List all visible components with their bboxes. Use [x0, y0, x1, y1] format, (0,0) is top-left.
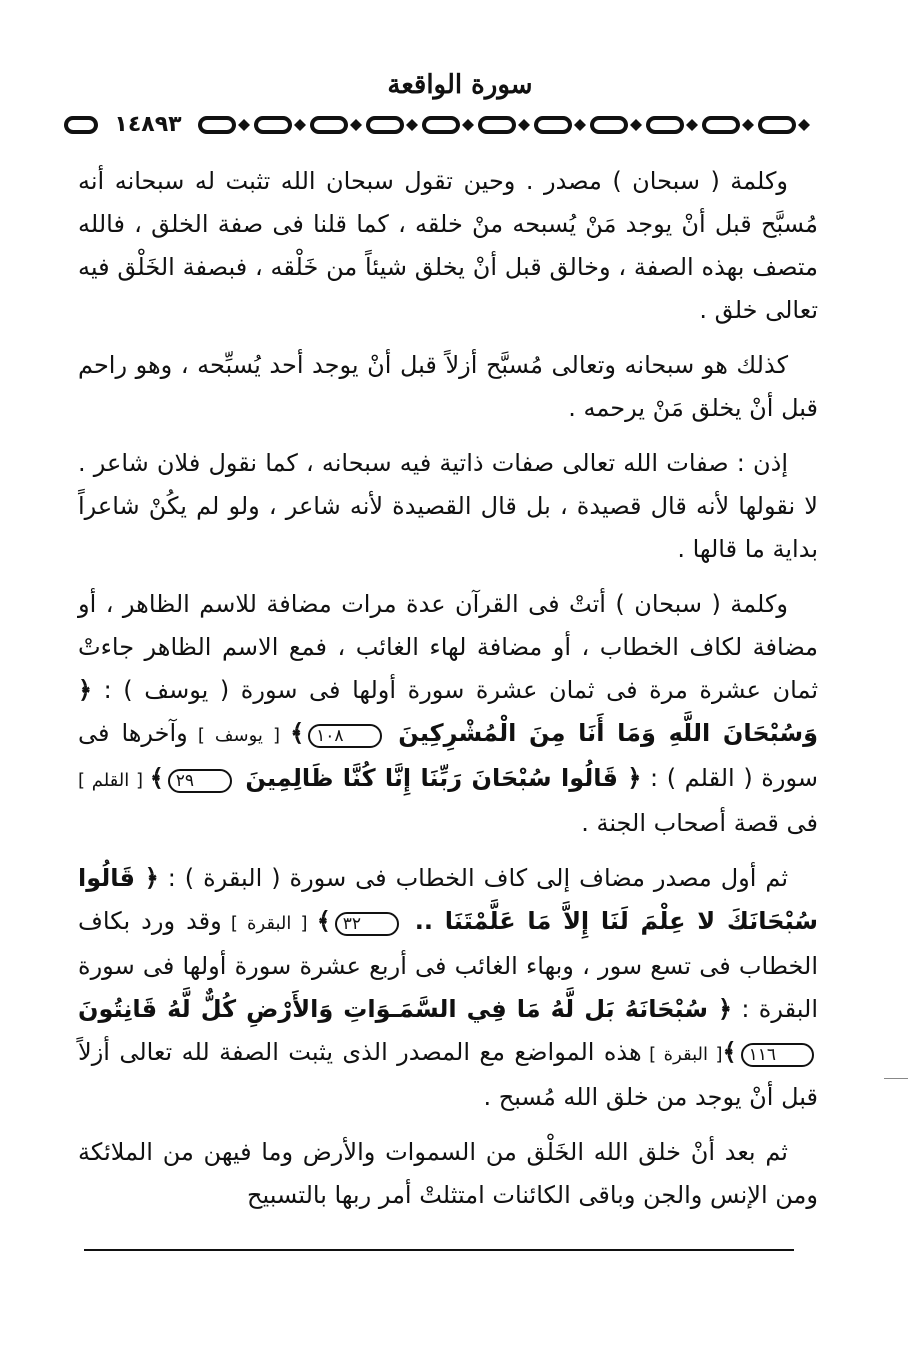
paragraph	[78, 442, 818, 571]
ornament-oval	[368, 118, 402, 132]
quran-verse: ﴿ وَسُبْحَانَ اللَّهِ وَمَا أَنَا مِنَ الْمُشْرِكِينَ	[78, 676, 818, 747]
footer-rule	[84, 1249, 794, 1251]
ornament-oval	[648, 118, 682, 132]
ornament-diamond	[406, 119, 418, 131]
ayah-number: ٣٢	[335, 912, 399, 936]
paragraph-text: كذلك هو سبحانه وتعالى مُسبَّح أزلاً قبل أنْ يوجد أحد يُسبِّحه ، وهو راحم قبل أنْ يخلق مَنْ يرحمه .	[78, 351, 818, 422]
ornament-diamond	[630, 119, 642, 131]
ayah-number: ١٠٨	[308, 724, 381, 748]
paragraph-text: ثم أول مصدر مضاف إلى كاف الخطاب فى سورة ( البقرة ) :	[158, 864, 789, 892]
ornament-diamond	[350, 119, 362, 131]
surah-reference: [ القلم ]	[78, 770, 150, 791]
ornament-oval	[66, 118, 96, 132]
ornament-oval	[592, 118, 626, 132]
ayah-number: ١١٦	[741, 1043, 814, 1067]
ornament-oval	[704, 118, 738, 132]
surah-reference: [ البقرة ]	[221, 913, 317, 934]
ornament-diamond	[294, 119, 306, 131]
paragraph	[78, 583, 818, 845]
quran-verse: ﴿ قَالُوا سُبْحَانَكَ لا عِلْمَ لَنَا إِلاَّ مَا عَلَّمْتَنَا ..	[78, 864, 818, 935]
ornament-oval	[424, 118, 458, 132]
body-text	[78, 160, 818, 1229]
ornament-oval	[312, 118, 346, 132]
ornament-diamond	[574, 119, 586, 131]
paragraph-text: هذه المواضع مع المصدر الذى يثبت الصفة لله تعالى أزلاً قبل أنْ يوجد من خلق الله مُسبح .	[78, 1038, 818, 1111]
quran-verse: ﴾	[149, 764, 164, 792]
ornament-diamond	[798, 119, 810, 131]
quran-verse: ﴿ سُبْحَانَهُ بَل لَّهُ مَا فِي السَّمَـوَاتِ وَالأَرْضِ كُلٌّ لَّهُ قَانِتُونَ	[78, 995, 733, 1023]
margin-mark	[884, 1078, 908, 1079]
ornament-diamond	[238, 119, 250, 131]
ornament-oval	[256, 118, 290, 132]
paragraph	[78, 1131, 818, 1217]
header-ornament	[62, 112, 830, 138]
paragraph-text: وكلمة ( سبحان ) أتتْ فى القرآن عدة مرات مضافة للاسم الظاهر ، أو مضافة لكاف الخطاب ، أو مضافة لهاء الغائب ، فمع الاسم الظاهر جاءتْ ثمان عشرة مرة فى ثمان عشرة سورة أولها فى سورة ( يوسف ) :	[78, 590, 818, 704]
page-number: ١٤٨٩٣	[100, 112, 196, 138]
surah-title: سورة الواقعة	[387, 70, 533, 100]
ornament-oval	[480, 118, 514, 132]
ornament-diamond	[686, 119, 698, 131]
paragraph-text: وآخرها فى سورة ( القلم ) :	[78, 719, 818, 792]
paragraph-text: ثم بعد أنْ خلق الله الخَلْق من السموات والأرض وما فيهن من الملائكة ومن الإنس والجن وباقى الكائنات امتثلتْ أمر ربها بالتسبيح	[78, 1138, 818, 1209]
ayah-number: ٢٩	[168, 769, 232, 793]
quran-verse: ﴿ قَالُوا سُبْحَانَ رَبِّنَا إِنَّا كُنَّا ظَالِمِينَ	[236, 764, 642, 792]
paragraph-text: وكلمة ( سبحان ) مصدر . وحين تقول سبحان الله تثبت له سبحانه أنه مُسبَّح قبل أنْ يوجد مَنْ يُسبحه منْ خلقه ، كما قلنا فى صفة الخلق ، فالله متصف بهذه الصفة ، وخالق قبل أنْ يخلق شيئاً من خَلْقه ، فبصفة الخَلْق فيه تعالى خلق .	[78, 167, 818, 324]
paragraph-text: وقد ورد بكاف الخطاب فى تسع سور ، وبهاء الغائب فى أربع عشرة سورة أولها فى سورة البقرة :	[78, 907, 818, 1023]
paragraph	[78, 857, 818, 1119]
ornament-diamond	[742, 119, 754, 131]
paragraph-text: فى قصة أصحاب الجنة .	[581, 809, 818, 837]
ornament-diamond	[518, 119, 530, 131]
ornament-diamond	[462, 119, 474, 131]
quran-verse: ﴾	[316, 907, 331, 935]
paragraph	[78, 344, 818, 430]
surah-reference: [ البقرة ]	[641, 1044, 723, 1065]
paragraph-text: إذن : صفات الله تعالى صفات ذاتية فيه سبحانه ، كما نقول فلان شاعر . لا نقولها لأنه قال قصيدة ، بل قال القصيدة لأنه شاعر ، ولو لم يكُنْ شاعراً بداية ما قالها .	[78, 449, 818, 563]
ornament-oval	[200, 118, 234, 132]
ornament-oval	[536, 118, 570, 132]
quran-verse: ﴾	[722, 1038, 737, 1066]
paragraph	[78, 160, 818, 332]
surah-reference: [ يوسف ]	[187, 725, 291, 746]
ornament-oval	[760, 118, 794, 132]
quran-verse: ﴾	[290, 719, 305, 747]
